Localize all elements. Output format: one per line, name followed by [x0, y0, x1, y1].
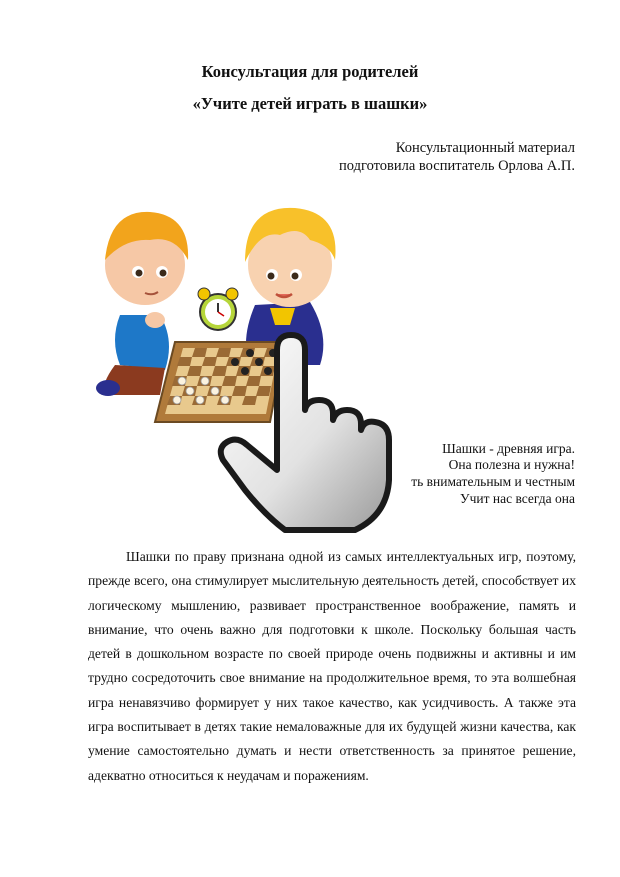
page-title-line1: Консультация для родителей	[201, 62, 419, 81]
author-line2: подготовила воспитатель Орлова А.П.	[339, 158, 575, 174]
page-title-line2: «Учите детей играть в шашки»	[192, 94, 428, 113]
alarm-clock-icon	[198, 288, 238, 330]
poem-line4: Учит нас всегда она	[460, 491, 575, 506]
author-line1: Консультационный материал	[395, 140, 575, 156]
hand-pointer-icon	[215, 330, 400, 540]
poem-line2: Она полезна и нужна!	[448, 457, 575, 472]
poem-line1: Шашки - древняя игра.	[442, 441, 575, 456]
body-text	[88, 545, 576, 788]
body-paragraph: Шашки по праву признана одной из самых интеллектуальных игр, поэтому, прежде всего, она стимулирует мыслительную деятельность детей, способствует их логическому мышлению, развивает пространственное воображение, память и внимание, что очень важно для подготовки к школе. Поскольку большая часть детей в дошкольном возрасте по своей природе очень подвижны и активны и им трудно сосредоточить свое внимание на продолжительное время, то эта волшебная игра ненавязчиво формирует у них такое качество, как усидчивость. А также эта игра воспитывает в детях такие немаловажные для их будущей жизни качества, как умение самостоятельно думать и нести ответственность за принятое решение, адекватно относиться к неудачам и поражениям.	[88, 549, 576, 783]
poem-line3: ть внимательным и честным	[411, 474, 575, 489]
